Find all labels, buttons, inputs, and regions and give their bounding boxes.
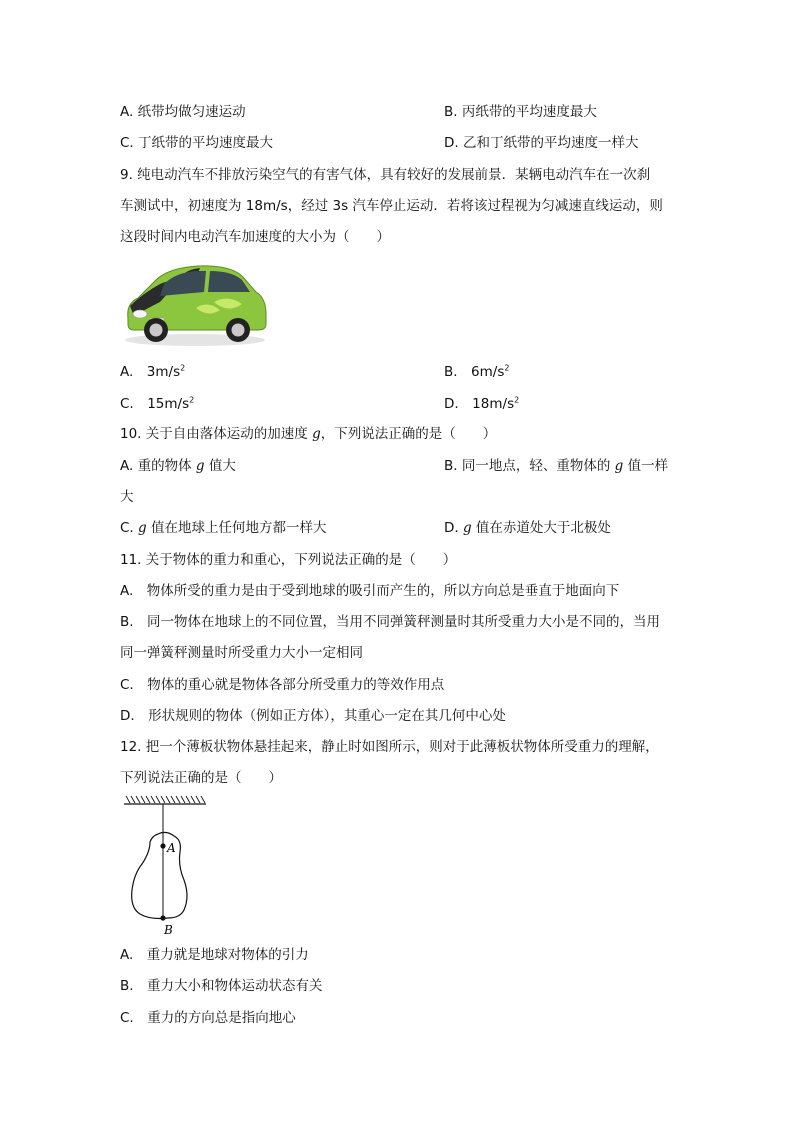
q11-option-b-line1: B. 同一物体在地球上的不同位置，当用不同弹簧秤测量时其所受重力大小是不同的，当用 xyxy=(120,614,661,630)
q10-option-b: B. 同一地点，轻、重物体的 g 值一样 xyxy=(444,458,669,474)
q10-option-d: D. g 值在赤道处大于北极处 xyxy=(444,520,611,536)
q8-option-a: A. 纸带均做匀速运动 xyxy=(120,104,246,120)
q12-stem-line2: 下列说法正确的是（ ） xyxy=(120,770,282,786)
q9-option-d: D. $18m/s^2$ xyxy=(444,395,520,412)
q10-option-c: C. g 值在地球上任何地方都一样大 xyxy=(120,520,327,536)
q8-option-b: B. 丙纸带的平均速度最大 xyxy=(444,104,597,120)
q12-option-a: A. 重力就是地球对物体的引力 xyxy=(120,947,309,963)
q9-stem-line2: 车测试中，初速度为 18m/s，经过 3s 汽车停止运动．若将该过程视为匀减速直线运动，则 xyxy=(120,198,663,214)
q8-option-c: C. 丁纸带的平均速度最大 xyxy=(120,135,274,151)
q11-option-c: C. 物体的重心就是物体各部分所受重力的等效作用点 xyxy=(120,677,445,693)
q9-stem-line1: 9. 纯电动汽车不排放污染空气的有害气体，具有较好的发展前景．某辆电动汽车在一次刹 xyxy=(120,167,651,183)
q12-option-c: C. 重力的方向总是指向地心 xyxy=(120,1010,296,1026)
q9-option-a: A. $3m/s^2$ xyxy=(120,363,186,380)
q9-option-b: B. $6m/s^2$ xyxy=(444,363,510,380)
q11-stem: 11. 关于物体的重力和重心，下列说法正确的是（ ） xyxy=(120,552,457,568)
q11-option-a: A. 物体所受的重力是由于受到地球的吸引而产生的，所以方向总是垂直于地面向下 xyxy=(120,583,620,599)
point-b-label: B xyxy=(164,923,173,937)
q10-option-a: A. 重的物体 g 值大 xyxy=(120,458,236,474)
hanging-plate-diagram xyxy=(120,794,210,939)
q11-option-d: D. 形状规则的物体（例如正方体），其重心一定在其几何中心处 xyxy=(120,708,506,724)
point-a-label: A xyxy=(167,841,176,855)
q9-stem-line3: 这段时间内电动汽车加速度的大小为（ ） xyxy=(120,229,390,245)
q11-option-b-line2: 同一弹簧秤测量时所受重力大小一定相同 xyxy=(120,645,363,661)
q10-option-b-wrap: 大 xyxy=(120,489,134,505)
q9-option-c: C. $15m/s^2$ xyxy=(120,395,195,412)
green-electric-car-icon xyxy=(120,258,270,348)
q12-option-b: B. 重力大小和物体运动状态有关 xyxy=(120,978,323,994)
q12-stem-line1: 12. 把一个薄板状物体悬挂起来，静止时如图所示，则对于此薄板状物体所受重力的理解， xyxy=(120,739,659,755)
q10-stem: 10. 关于自由落体运动的加速度 g，下列说法正确的是（ ） xyxy=(120,426,497,442)
q8-option-d: D. 乙和丁纸带的平均速度一样大 xyxy=(444,135,639,151)
